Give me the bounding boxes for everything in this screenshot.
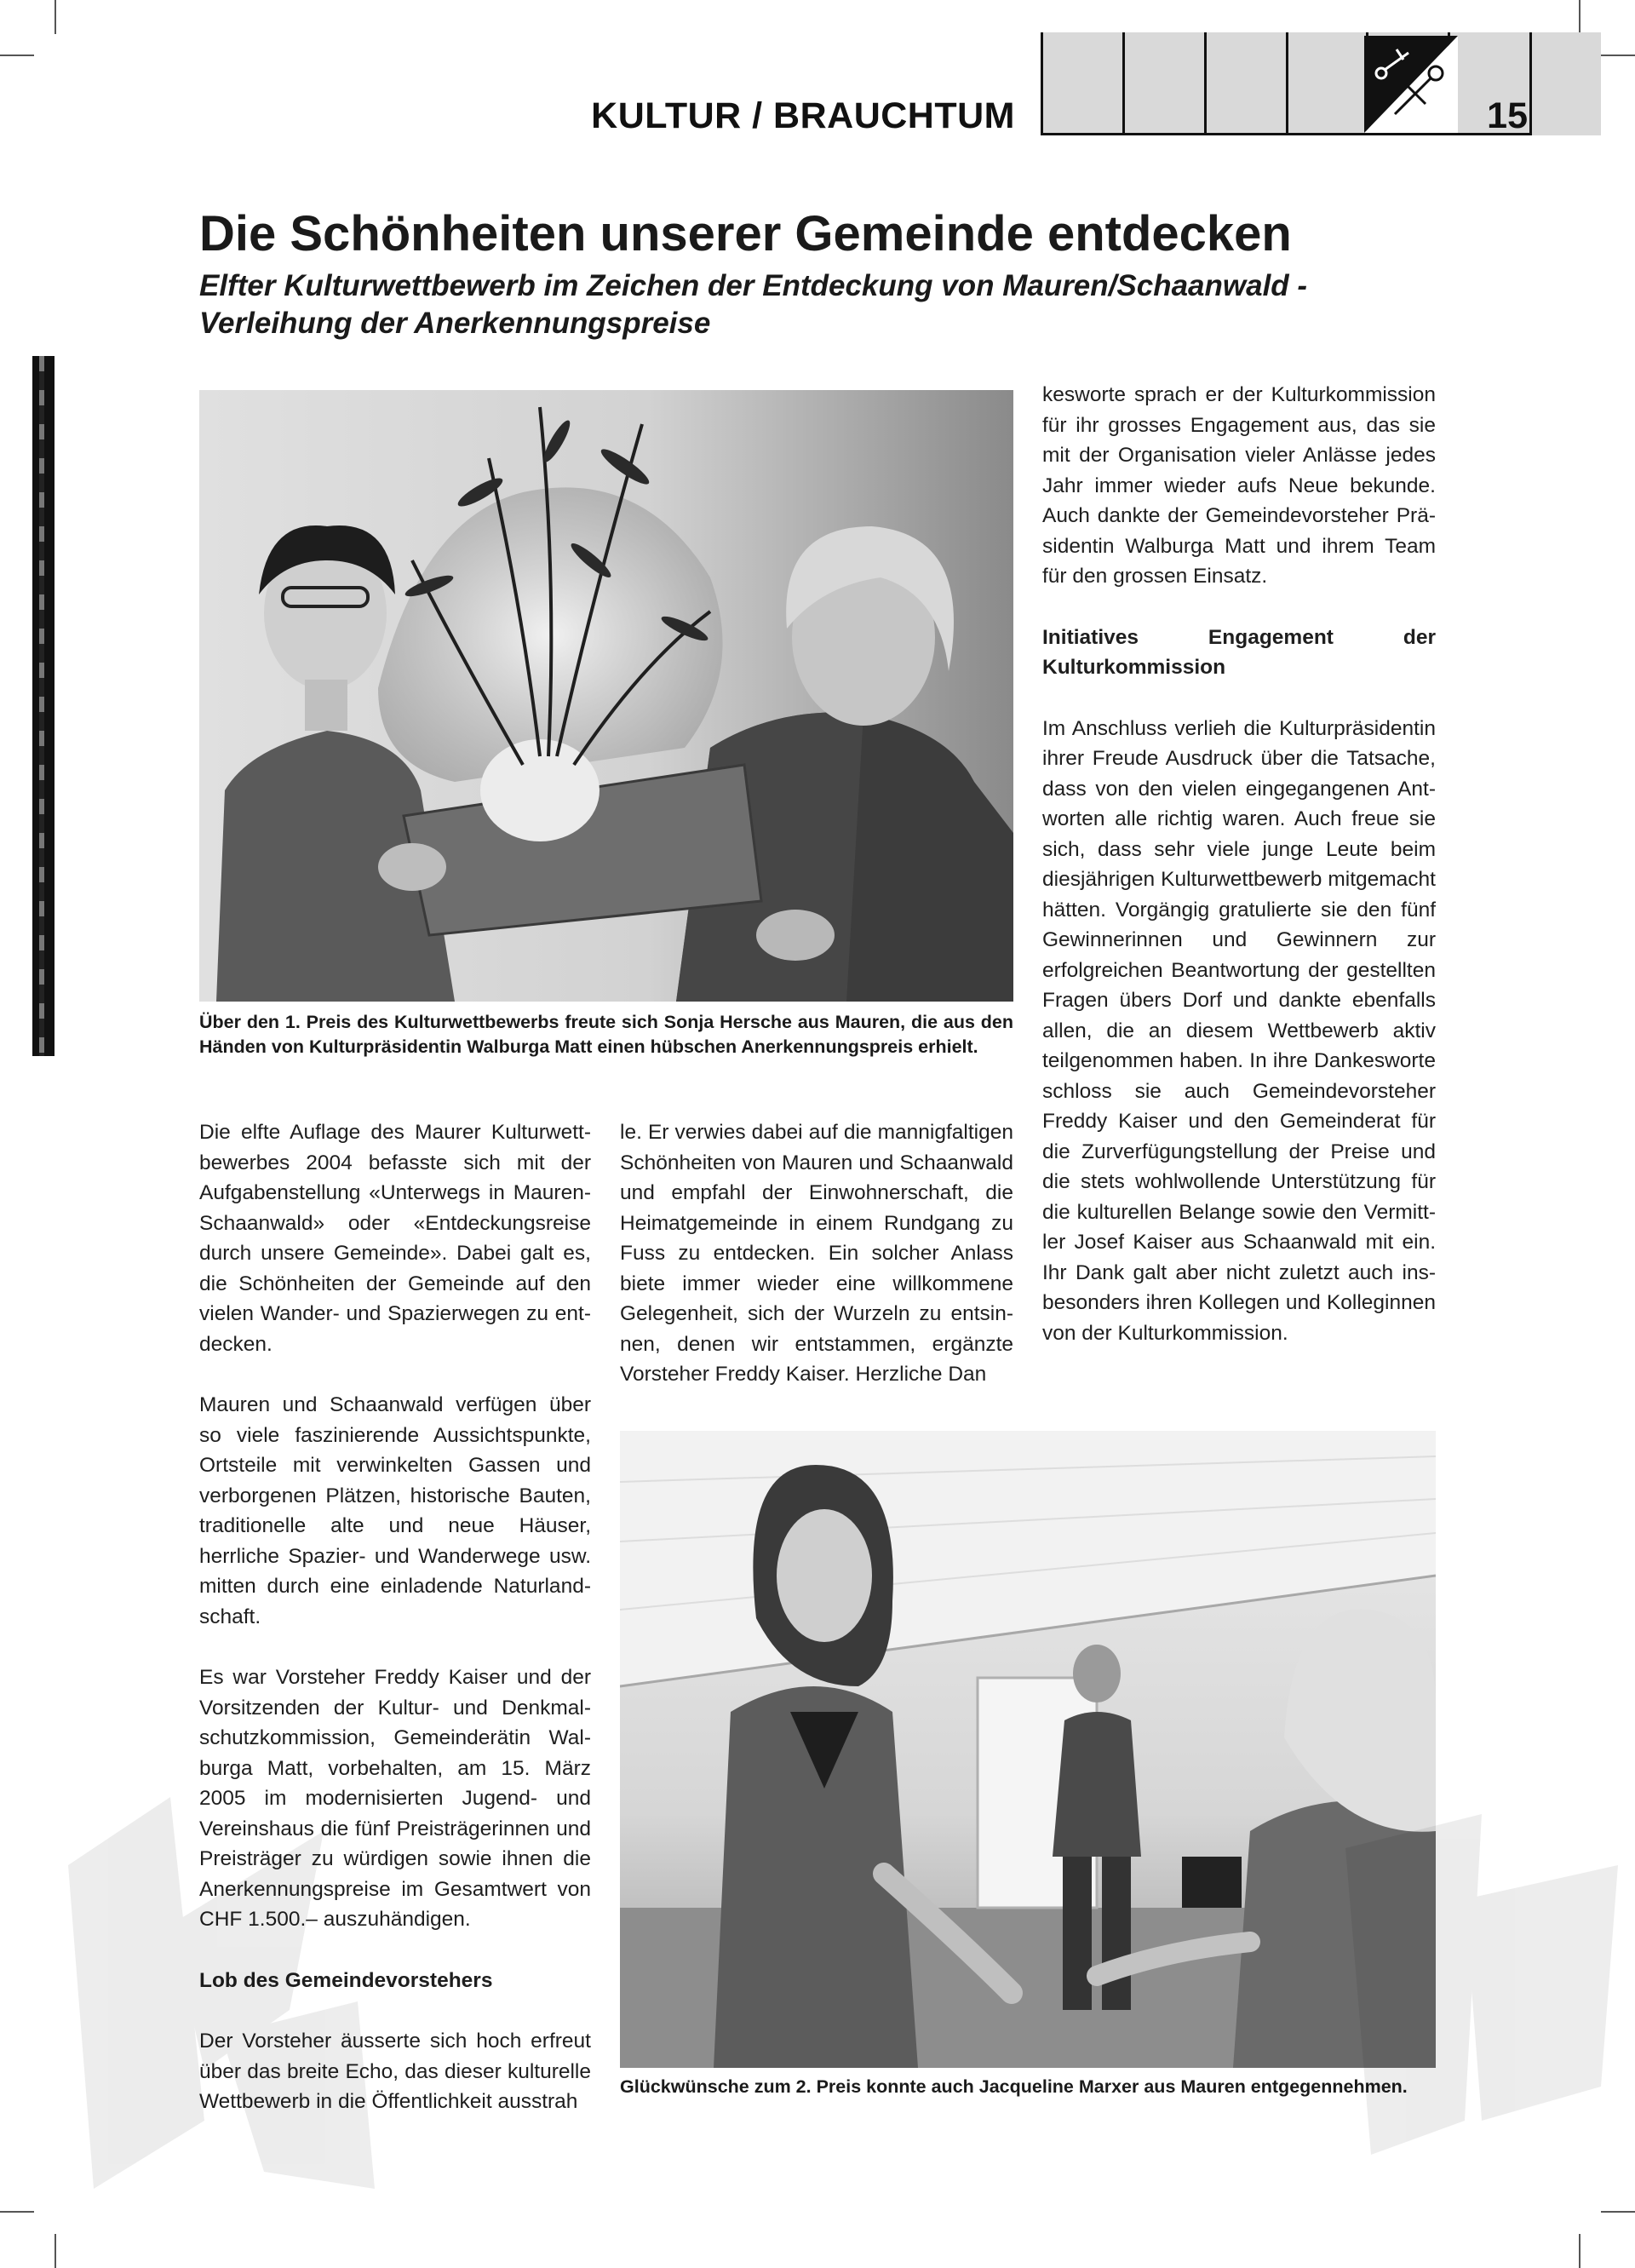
- subheading: Lob des Gemeindevorstehers: [199, 1968, 493, 1992]
- coat-of-arms-icon: [1364, 36, 1458, 133]
- page-number: 15: [1487, 95, 1528, 136]
- header-divider: [1041, 32, 1043, 135]
- crop-mark: [1601, 55, 1635, 56]
- crop-mark: [54, 0, 56, 34]
- subtitle-line: Elfter Kulturwettbewerb im Zeichen der Entdeckung von Mauren/Schaanwald -: [199, 269, 1308, 302]
- text-column-3: [1042, 380, 1436, 1348]
- crop-mark: [0, 55, 34, 56]
- paragraph: Mauren und Schaanwald verfügen über so viele faszinierende Aussichtspunkte, Ortsteile mit verwinkelten Gassen und verborgenen Plätzen, historische Bauten, traditionelle alte und neue Häuser, herrliche Spazier- und Wanderwege usw. mitten durch eine einladende Naturlandschaft.: [199, 1393, 591, 1628]
- header-divider: [1204, 32, 1207, 135]
- photo2-caption: Glückwünsche zum 2. Preis konnte auch Jacqueline Marxer aus Mauren entgegennehmen.: [620, 2076, 1408, 2097]
- header-rule: [1041, 133, 1529, 135]
- photo1-caption: Über den 1. Preis des Kulturwettbewerbs freute sich Sonja Hersche aus Mauren, die aus den Händen von Kulturpräsidentin Walburga Matt einen hübschen Anerkennungspreis erhielt.: [199, 1012, 1013, 1057]
- paragraph: Im Anschluss verlieh die Kulturpräsidentin ihrer Freude Ausdruck über die Tatsache, dass von den vielen eingegangenen Antworten alle richtig waren. Auch freue sie sich, dass sehr viele junge Leute beim diesjährigen Kulturwettbewerb mitgemacht hätten. Vorgängig gratulierte sie den fünf Gewinnerinnen und Gewinnern zur erfolgreichen Beantwortung der gestellten Fragen übers Dorf und dankte ebenfalls allen, die an diesem Wettbewerb aktiv teilgenommen haben. In ihre Dankesworte schloss sie auch Gemeindevorsteher Freddy Kaiser und den Gemeinderat für die Zurverfügungstellung der Preise und die stets wohlwollende Unterstützung für die kulturellen Belange sowie den Vermittler Josef Kaiser aus Schaanwald mit ein. Ihr Dank galt aber nicht zuletzt auch insbesonders ihren Kollegen und Kolleginnen von der Kulturkommission.: [1042, 716, 1436, 1345]
- section-title: KULTUR / BRAUCHTUM: [591, 95, 1015, 136]
- paragraph: le. Er verwies dabei auf die mannigfaltigen Schönheiten von Mauren und Schaanwald und empfahl der Einwohnerschaft, die Heimatgemeinde in einem Rundgang zu Fuss zu entdecken. Ein solcher Anlass biete immer wieder eine willkommene Gelegenheit, sich der Wurzeln zu entsinnen, denen wir entstammen, ergänzte Vorsteher Freddy Kaiser. Herzliche Dan: [620, 1121, 1013, 1386]
- subheading: Initiatives Engagement der Kulturkommission: [1042, 625, 1436, 679]
- text-column-2: [620, 1117, 1013, 1390]
- paragraph: Die elfte Auflage des Maurer Kulturwettbewerbes 2004 befasste sich mit der Aufgabenstellung «Unterwegs in Mauren-Schaanwald» oder «Entdeckungsreise durch unsere Gemeinde». Dabei galt es, die Schönheiten der Gemeinde auf den vielen Wander- und Spazierwegen zu entdecken.: [199, 1121, 591, 1356]
- background-watermark-graphic: [17, 1644, 1635, 2240]
- header-divider: [1122, 32, 1125, 135]
- paragraph: Der Vorsteher äusserte sich hoch erfreut über das breite Echo, das dieser kulturelle Wettbewerb in die Öffentlichkeit ausstrah: [199, 2030, 591, 2113]
- subtitle-line: Verleihung der Anerkennungspreise: [199, 307, 711, 340]
- crop-mark: [1579, 0, 1580, 34]
- article-subtitle: [199, 267, 1391, 342]
- photo-award-handover: [199, 390, 1013, 1002]
- header-divider: [1286, 32, 1288, 135]
- header-divider: [1529, 32, 1532, 135]
- article-title: Die Schönheiten unserer Gemeinde entdecken: [199, 206, 1292, 261]
- paragraph: Es war Vorsteher Freddy Kaiser und der Vorsitzenden der Kultur- und Denkmalschutzkommission, Gemeinderätin Walburga Matt, vorbehalten, am 15. März 2005 im modernisierten Jugend- und Vereinshaus die fünf Preisträgerinnen und Preisträger zu würdigen sowie ihnen die Anerkennungspreise im Gesamtwert von CHF 1.500.– auszuhändigen.: [199, 1666, 591, 1931]
- paragraph: kesworte sprach er der Kulturkommission für ihr grosses Engagement aus, das sie mit der Organisation vieler Anlässe jedes Jahr immer wieder aufs Neue bekunde. Auch dankte der Gemeindevorsteher Präsidentin Walburga Matt und ihrem Team für den grossen Einsatz.: [1042, 383, 1436, 588]
- decorative-sidebar-strip: [32, 356, 54, 1056]
